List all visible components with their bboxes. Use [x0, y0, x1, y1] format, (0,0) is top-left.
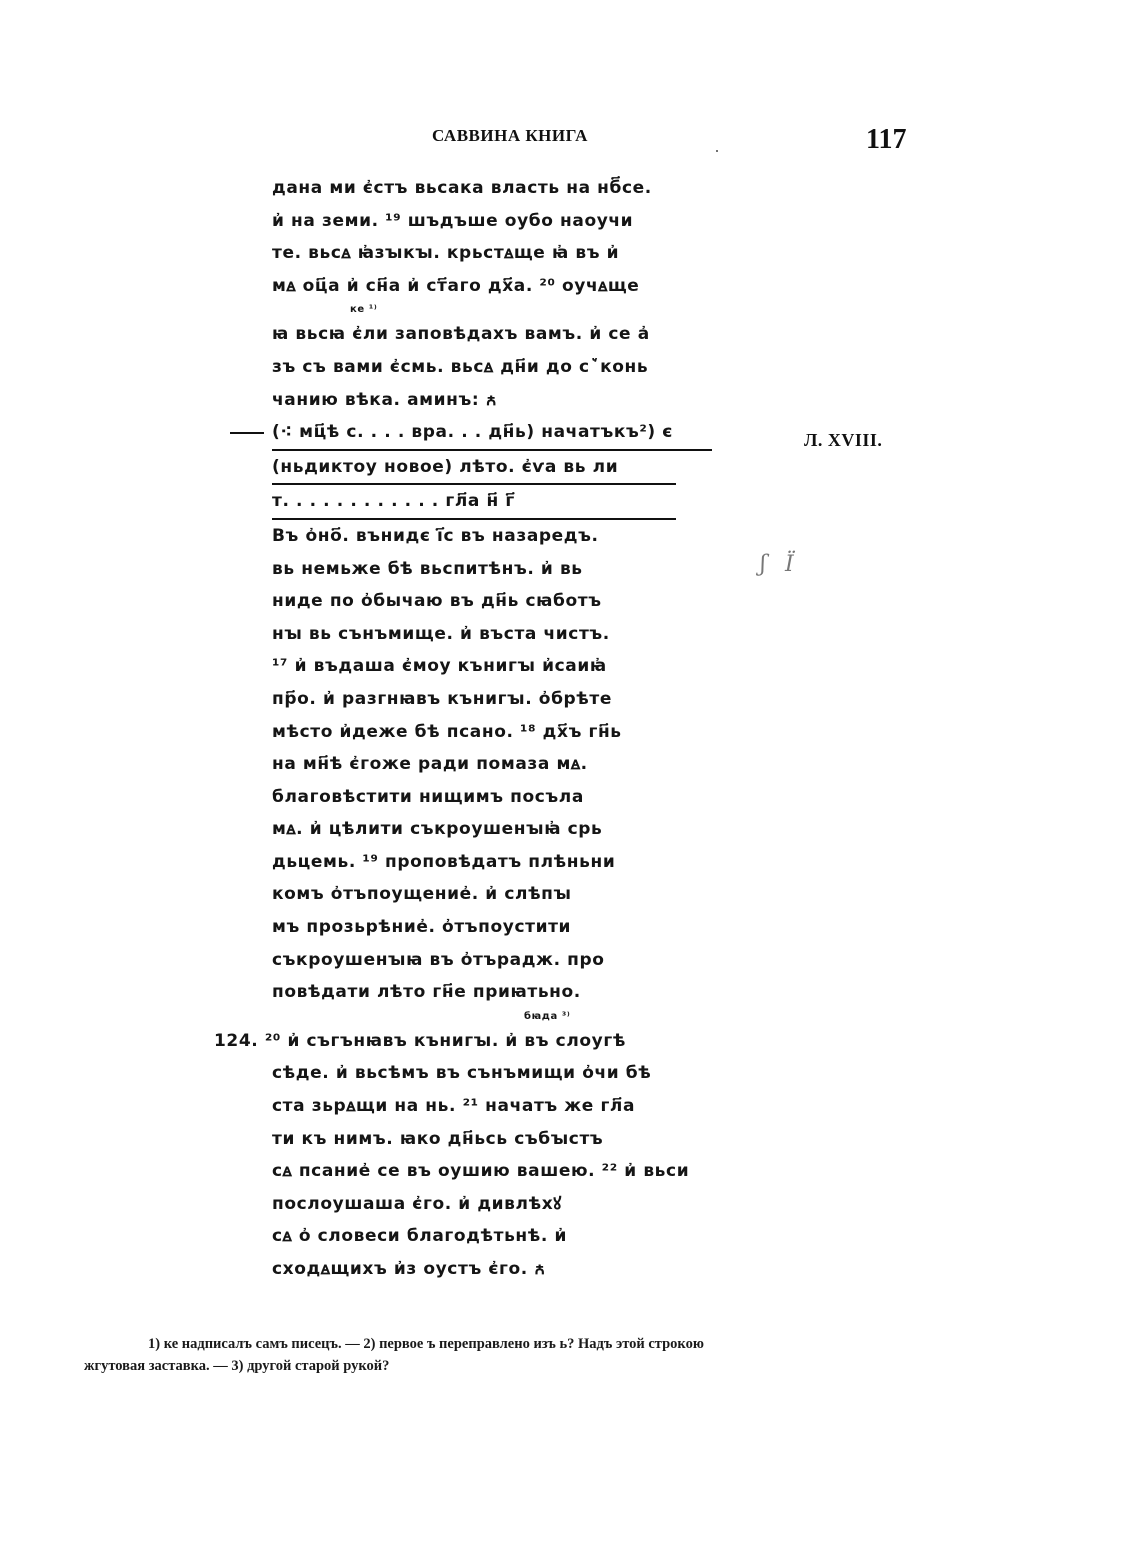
text-line: вь немьже бѣ вьспитѣнъ. и҆ вь: [272, 558, 583, 579]
text-line: мꙙ. и҆ цѣлити съкроушенꙑꙗ҆ срь: [272, 819, 603, 840]
text-line: сꙙ псание҆ се въ оушию вашею. ²² и҆ вьси: [272, 1161, 690, 1182]
text-line: сꙙ о҆ словеси благодѣтьнѣ. и҆: [272, 1226, 567, 1247]
text-line: повѣдати лѣто гн҃е приꙗтьно.: [272, 982, 581, 1003]
text-line: послоушаша є҆го. и҆ дивлѣхꙋ: [272, 1193, 562, 1214]
text-line: пр҃о. и҆ разгнꙗвъ кънигꙑ. о҆брѣте: [272, 688, 612, 709]
text-line: сходꙙщихъ и҆з оустъ є҆го. ꙉ: [272, 1259, 546, 1279]
text-line: мѣсто и҆деже бѣ псано. ¹⁸ дх҃ъ гн҃ь: [272, 721, 622, 742]
text-line: на мн҃ѣ є҆гоже ради помаза мꙙ.: [272, 754, 588, 775]
text-line: мꙙ оц҃а и҆ сн҃а и҆ ст҃аго дх҃а. ²⁰ оучꙙще: [272, 275, 640, 296]
text-line: мъ прозьрѣние҆. о҆тъпоустити: [272, 917, 572, 938]
pencil-marginal-mark: ʃ Ϊ: [760, 552, 800, 577]
running-title: САВВИНА КНИГА: [432, 126, 588, 145]
text-line: комъ о҆тъпоущение҆. и҆ слѣпꙑ: [272, 884, 572, 905]
interlinear-note: бꙗда ³⁾: [524, 1010, 571, 1022]
text-line-numbered: 124. ²⁰ и҆ съгънꙗвъ кънигꙑ. и҆ въ слоугѣ: [214, 1030, 626, 1051]
text-line: дана ми є҆стъ вьсака власть на нб҃се.: [272, 178, 652, 198]
folio-marginal-note: Л. XVIII.: [804, 430, 883, 450]
interlinear-note: ке ¹⁾: [350, 304, 378, 316]
text-line: зъ съ вами є҆смь. вьсꙙ дн҃и до сꙿконь: [272, 356, 649, 377]
text-line: нꙑ вь сънъмище. и҆ въста чистъ.: [272, 623, 610, 644]
print-speck: [716, 150, 718, 152]
text-line: и҆ на земи. ¹⁹ шъдъше оубо наоучи: [272, 210, 634, 231]
rubric-line: т. . . . . . . . . . . . гл҃а н҃ г҃: [272, 485, 676, 520]
text-line: дьцемь. ¹⁹ проповѣдатъ плѣньни: [272, 851, 616, 872]
text-line: ста зьрꙙщи на нь. ²¹ начатъ же гл҃а: [272, 1096, 636, 1117]
text-line: ти къ нимъ. ꙗко дн҃ьсь събꙑстъ: [272, 1128, 604, 1149]
text-line: съкроушенꙑꙗ въ о҆търадж. про: [272, 949, 605, 970]
text-line: ꙗ вьсꙗ є҆ли заповѣдахъ вамъ. и҆ се а҆: [272, 324, 650, 345]
footnotes: [84, 1333, 914, 1377]
text-line: те. вьсꙙ ꙗ҆зꙑкꙑ. крьстꙙще ꙗ҆ въ и҆: [272, 243, 620, 264]
rubric-line: (ньдиктоу новое) лѣто. є҆ѵа вь ли: [272, 451, 676, 486]
text-line: ¹⁷ и҆ въдаша є҆моу кънигꙑ и҆саиꙗ҆: [272, 656, 607, 677]
text-line: благовѣстити нищимъ посъла: [272, 786, 584, 807]
footnote-line: 1) ке надписалъ самъ писецъ. — 2) первое ъ перепpавлено изъ ь? Надъ этой строкою: [148, 1336, 704, 1352]
old-slavonic-text: [214, 172, 712, 1286]
text-line-initial: Въ о҆но҃. вънидє і҃с въ назаредъ.: [272, 525, 599, 546]
text-line: сѣде. и҆ вьсѣмъ въ сънъмищи о҆чи бѣ: [272, 1063, 652, 1084]
footnote-line: жгутовая заставка. — 3) другой старой рукой?: [84, 1358, 390, 1374]
text-line: ниде по о҆бычаю въ дн҃ь сꙗботъ: [272, 591, 602, 612]
page-number: 117: [866, 124, 907, 155]
rubric-line: (⁖ мц҃ѣ с. . . . вра. . . дн҃ь) начатъкъ²) є: [272, 416, 712, 451]
text-line: чанию вѣка. аминъ: ꙉ: [272, 389, 498, 410]
